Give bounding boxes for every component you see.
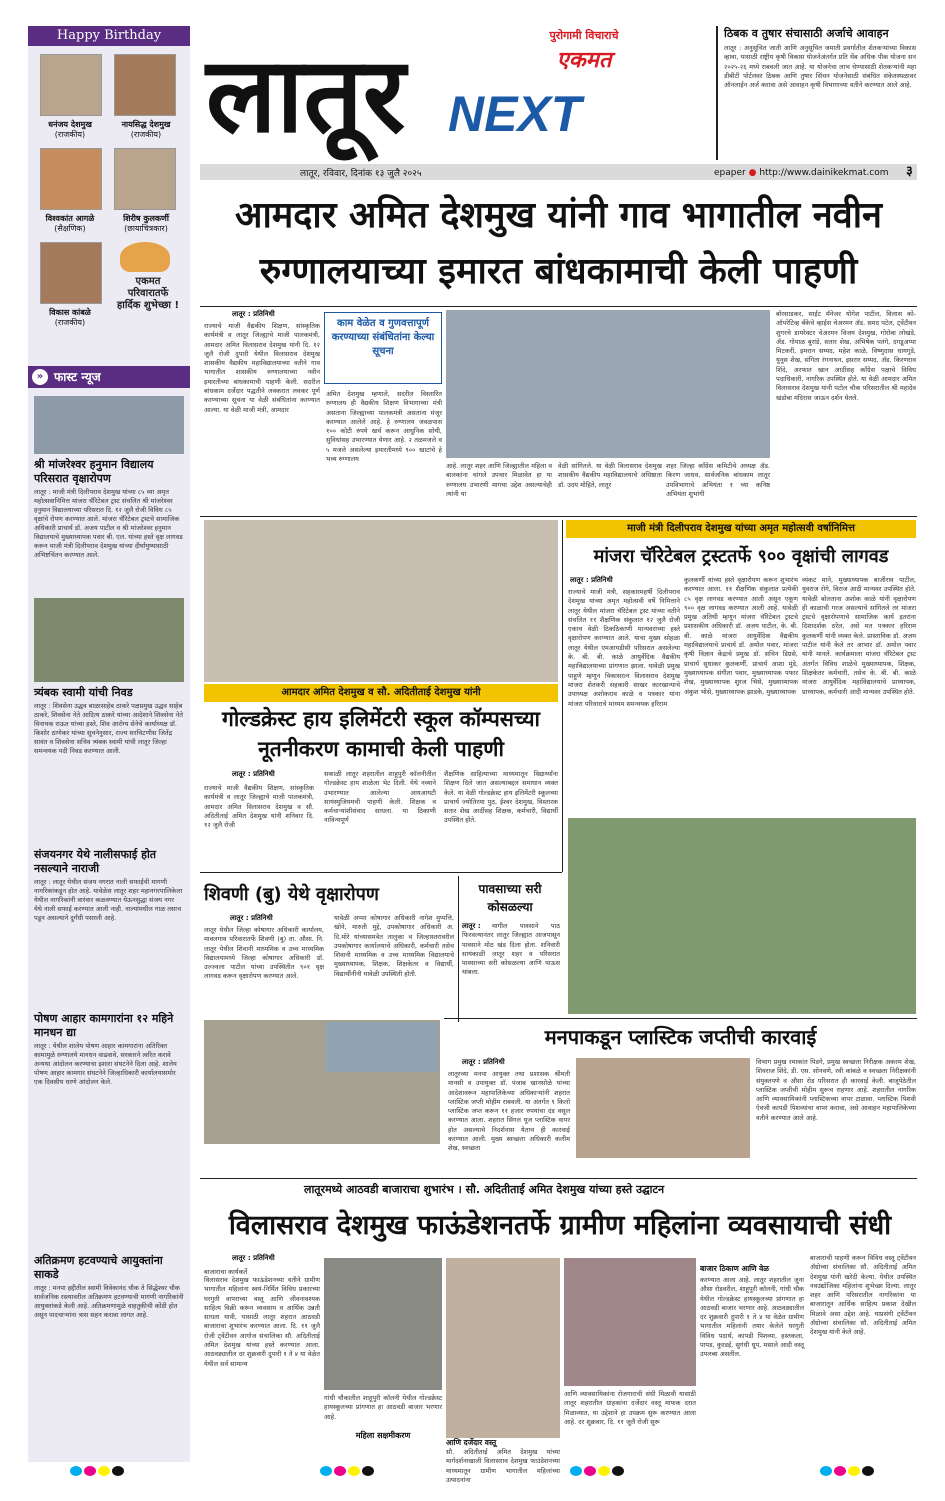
story-column: लातूर येथील जिल्हा कोषागार अधिकारी कार्यालय, मावलगाव परिवारातर्फे शिवणी (बु) ता. औसा. नि. लातूर येथील शिवानी माध्यमिक व उच्च माध्यमिक विद्यालयामध्ये जिल्हा कोषागार अधिकारी डॉ. उज्ज्वला पाटील यांच्या उपस्थितीत ९०१ वृक्ष लागवड करून वृक्षारोपण करण्यात आले. bbox=[204, 926, 324, 981]
news-body: लातूर : मनपा हद्दीतील स्वामी विवेकानंद चौक ते सिद्धेश्वर चौक सार्वजनिक रस्त्यावरील अतिक्रमण हटवण्याची मागणी नागरिकांनी आयुक्तांकडे केली आहे. अतिक्रमणामुळे वाहतुकीची कोंडी होत असून पादचाऱ्यांना त्रास सहन करावा लागत आहे. bbox=[34, 1284, 184, 1319]
birthday-header: Happy Birthday bbox=[28, 26, 190, 46]
rule bbox=[200, 306, 917, 307]
brand-logo: एकमत bbox=[556, 48, 612, 73]
left-sidebar bbox=[28, 26, 190, 1462]
magenta-dot bbox=[834, 1466, 846, 1476]
news-headline: पोषण आहार कामगारांना १२ महिने मानधन द्या bbox=[34, 1012, 174, 1039]
story-headline: शिवणी (बु) येथे वृक्षारोपण bbox=[204, 884, 379, 905]
cyan-dot bbox=[320, 1466, 332, 1476]
story-column: अमित देशमुख म्हणाले, सदरील विस्तारित रुग्णालय ही वैद्यकीय शिक्षण विभागाच्या मंत्री असताना जिल्ह्याच्या पालकमंत्री असताना मंजूर करण्यात आलेले आहे. हे रुग्णालय जवळपास १०० कोटी रुपये खर्च करून आधुनिक सोयी, सुविधांसह उभारण्यात येणार आहे. २ तळमजले व ५ मजले असलेल्या इमारतीमध्ये ९०० खाटांचे हे भव्य रुग्णालय bbox=[326, 390, 442, 464]
story-column: राज्याचे माजी वैद्यकीय शिक्षण, सांस्कृतिक कार्यमंत्री व लातूर जिल्ह्याचे माजी पालकमंत्री, आमदार अमित विलासराव देशमुख यांनी दि. १२ जुलै रोजी दुपारी येथील विलासराव देशमुख शासकीय वैद्यकीय महाविद्यालयाच्या वतीने गाव भागातील शासकीय रुग्णालयाच्या नवीन इमारतीच्या बांधकामाची पाहणी केली. सदरील बांधकाम दर्जेदार पद्धतीने लवकरात लवकर पूर्ण करण्याच्या सूचना या वेळी संबंधितांना करण्यात आल्या. या वेळी माजी मंत्री, आमदार bbox=[204, 322, 320, 414]
fast-news-header: » फास्ट न्यूज bbox=[28, 366, 190, 388]
story-photo bbox=[568, 818, 916, 1014]
yellow-dot bbox=[598, 1466, 610, 1476]
story-column: बाजाराचा कार्यकर्ते bbox=[204, 1268, 248, 1276]
subhead-box: काम वेळेत व गुणवत्तापूर्ण करण्याच्या संबंधितांना केल्या सूचना bbox=[324, 312, 442, 384]
story-headline: विलासराव देशमुख फाऊंडेशनतर्फे ग्रामीण महिलांना व्यवसायाची संधी bbox=[228, 1210, 892, 1241]
cyan-dot bbox=[570, 1466, 582, 1476]
story-headline: मनपाकडून प्लास्टिक जप्तीची कारवाई bbox=[544, 1025, 817, 1049]
person-caption: विश्वकांत आगळे (सैक्षणिक) bbox=[45, 214, 95, 233]
section-label: महिला सक्षमीकरण bbox=[355, 1431, 411, 1440]
story-column: गांधी चौकातील शाहूपुरी कॉलनी येथील गोल्डक्रेस्ट हायस्कूलच्या प्रांगणात हा आठवडी बाजार भरणार आहे. bbox=[324, 1394, 442, 1421]
byline: लातूर : प्रतिनिधी bbox=[232, 310, 275, 318]
story-column: बाजाराची पाहणी करून विविध वस्तू ट्वेंटीवन ॲग्रोच्या संचालिका सौ. अदितीताई अमित देशमुख यांनी खरेदी केल्या. येथील उपस्थित नवउद्योजिका महिलांना शुभेच्छा दिल्या. लातूर शहर आणि परिसरातील नागरिकांना या बाजारातून आर्थिक साहित्य प्रकाश देखील मिळावे असा उद्देश आहे. याप्रसंगी ट्वेंटीवन ॲग्रोच्या संचालिका सौ. अदितीताई अमित देशमुख यांनी केले आहे. bbox=[810, 1254, 916, 1337]
story-photo bbox=[576, 1058, 750, 1158]
brief-body: लातूर : अनुसूचित जाती आणि अनुसूचित जमाती प्रवर्गातील शेतकऱ्यांच्या विकास व्हावा, यासाठी राष्ट्रीय कृषी विकास योजनेअंतर्गत प्रति थेंब अधिक पीक योजना सन २०२५-२६ मध्ये राबवली जात आहे. या योजनेचा लाभ घेण्यासाठी शेतकऱ्यांनी महा डीबीटी पोर्टलवर ठिबक आणि तुषार सिंचन योजनेसाठी संबंधित संकेतस्थळावर ऑनलाईन अर्ज करावा असे आवाहन कृषी विभागाच्या वतीने करण्यात आले आहे. bbox=[724, 44, 916, 90]
byline: लातूर : bbox=[462, 922, 481, 930]
story-column: राज्याचे माजी वैद्यकीय शिक्षण, सांस्कृतिक कार्यमंत्री व लातूर जिल्ह्याचे माजी पालकमंत्री, आमदार अमित विलासराव देशमुख व सौ. अदितीताई अमित देशमुख यांनी शनिवार दि. १२ जुलै रोजी bbox=[204, 784, 314, 830]
story-headline: गोल्डक्रेस्ट हाय इलिमेंटरी स्कूल कॉम्पसच्या नूतनीकरण कामाची केली पाहणी bbox=[222, 707, 540, 761]
story-column: राज्याचे माजी मंत्री, सहकारमहर्षी दिलीपराव देशमुख यांच्या अमृत महोत्सवी वर्षे निमित्ताने लातूर येथील मांजरा चॅरिटेबल ट्रस्ट यांच्या वतीने संचलित ११ शैक्षणिक संकुलात १२ जुलै रोजी एकाच वेळी ठिकठिकाणी मान्यवरांच्या हस्ते वृक्षारोपण करण्यात आले. याचा मुख्य सोहळा लातूर येथील एमआयडीसी परिसरात असलेल्या के. बी. बी. काळे आयुर्वेदिक वैद्यकीय महाविद्यालयाच्या प्रांगणात झाला. यावेळी प्रमुख पाहुणे म्हणून विकासरत्न विलासराव देशमुख मांजरा शेतकरी सहकारी साखर कारखान्याचे उपाध्यक्ष अशोकराव काळे व पत्रकार यांना मांजरा परिवाराचे माध्यम समन्वयक हरिराम bbox=[568, 588, 680, 708]
news-headline: श्री मांजरेश्वर हनुमान विद्यालय परिसरात वृक्षारोपण bbox=[34, 458, 154, 485]
kicker-bar: आमदार अमित देशमुख व सौ. अदितीताई देशमुख यांनी bbox=[204, 684, 558, 702]
story-column: वेळी सांगितले. या वेळी विलासराव देशमुख शासकीय वैद्यकीय महाविद्यालयाचे अधिष्ठाता डॉ. उदय मोहिते, लातूर bbox=[558, 462, 662, 489]
wishes-text: एकमत परिवारातर्फे हार्दिक शुभेच्छा ! bbox=[116, 276, 180, 311]
masthead-title: लातूर bbox=[206, 33, 406, 156]
double-chevron-icon: » bbox=[32, 369, 48, 385]
story-column: करण्यात आला आहे. लातूर शहरातील जुना औसा रोडवरील, शाहूपुरी कॉलनी, गांधी चौक येथील गोल्डक्रेस्ट हायस्कूलच्या प्रांगणात हा आठवडी बाजार भरणार आहे. आठवड्यातील दर शुक्रवारी दुपारी १ ते ४ या वेळेत ग्रामीण भागातील महिलांनी तयार केलेले घरगुती विविध पदार्थ, कापडी पिशव्या, हस्तकला, पापड, कुरडई, सुगंधी धूप, मसाले आदी वस्तू उपलब्ध असतील. bbox=[700, 1276, 804, 1359]
byline: लातूर : प्रतिनिधी bbox=[232, 770, 275, 778]
rule bbox=[444, 1018, 917, 1019]
person-photo bbox=[114, 148, 176, 210]
masthead-divider bbox=[716, 26, 718, 160]
person-caption: शिरीष कुलकर्णी (छायाचित्रकार) bbox=[123, 214, 169, 233]
news-photo bbox=[34, 396, 184, 454]
news-headline: संजयनगर येथे नालीसफाई होत नसल्याने नाराजी bbox=[34, 848, 157, 875]
news-body: लातूर : माजी मंत्री दिलीपराव देशमुख यांच्या ८५ व्या अमृत महोत्सवानिमित्त मांजरा चॅरिटेबल ट्रस्ट संचलित श्री मांजरेश्वर हनुमान विद्यालयाच्या परिसरात दि. १२ जुलै रोजी विविध ८५ वृक्षांचे रोपण करण्यात आले. मांजरा चॅरिटेबल ट्रस्टचे सामाजिक अधिकारी प्राचार्य डॉ. अजय पाटील व श्री मांजरेश्वर हनुमान विद्यालयाचे मुख्याध्यापक पवार बी. एल. यांच्या हस्ते वृक्ष लागवड करून माजी मंत्री दिलीपराव देशमुख यांच्या दीर्घायुष्यासाठी अभिष्टचिंतन करण्यात आले. bbox=[34, 488, 183, 559]
black-dot bbox=[112, 1466, 124, 1476]
story-photo bbox=[446, 1258, 560, 1438]
dateline: लातूर, रविवार, दिनांक १३ जुलै २०२५ bbox=[300, 169, 422, 179]
news-headline: अतिक्रमण हटवण्याचे आयुक्तांना साकडे bbox=[34, 1254, 163, 1281]
story-headline: मांजरा चॅरिटेबल ट्रस्टतर्फे ९०० वृक्षांची लागवड bbox=[593, 546, 889, 567]
person-photo bbox=[40, 242, 102, 304]
byline: लातूर : प्रतिनिधी bbox=[230, 914, 273, 922]
news-body: लातूर : लातूर येथील संजय नगरात नाली सफाईची मागणी नागरिकांकडून होत आहे. यावेळेस लातूर शहर महानगरपालिकेला येथील नागरिकांनी वारंवार कळवण्यात येऊनसुद्धा संजय नगर येथे नाली सफाई करण्यात आली नाही. नाल्यांमधील गाळ तसाच पडून असल्याने दुर्गंधी पसरली आहे. bbox=[34, 878, 183, 922]
person-caption: धनंजय देशमुख (राजकीय) bbox=[48, 120, 92, 139]
rule bbox=[458, 876, 459, 1022]
story-column bbox=[700, 1254, 804, 1264]
black-dot bbox=[362, 1466, 374, 1476]
story-photo bbox=[564, 1258, 696, 1386]
yellow-dot bbox=[348, 1466, 360, 1476]
lead-headline: आमदार अमित देशमुख यांनी गाव भागातील नवीन रुग्णालयाच्या इमारत बांधकामाची केली पाहणी bbox=[234, 195, 883, 292]
epaper-link[interactable]: epaper ● http://www.dainikekmat.com bbox=[714, 168, 889, 178]
person-photo bbox=[114, 54, 176, 116]
story-column: शैक्षणिक साहित्याच्या माध्यमातून विद्यार्थ्यांना शिक्षण दिले जात असल्याबद्दल समाधान व्यक्त केले. या वेळी गोल्डक्रेस्ट हाय इलिमेंटरी स्कूलच्या प्राचार्य ज्योतिरमा पुठ, ईश्वर देशमुख, विस्तारक सतार शेख आदींसह शिक्षक, कर्मचारी, विद्यार्थी उपस्थित होते. bbox=[444, 770, 558, 825]
kicker-bar: लातूरमध्ये आठवडी बाजाराचा शुभारंभ । सौ. अदितीताई अमित देशमुख यांच्या हस्ते उद्घाटन bbox=[204, 1180, 916, 1200]
story-column: शहर जिल्हा काँग्रेस कमिटीचे अध्यक्ष ॲड. किरण जाधव, सार्वजनिक बांधकाम लातूर उपविभागाचे अभियंता १ च्या कनिष्ठ अभियंता शुभांगी bbox=[666, 462, 770, 498]
story-headline: पावसाच्या सरी कोसळल्या bbox=[478, 882, 542, 914]
sub-head: बाजार ठिकाण आणि वेळ bbox=[700, 1264, 769, 1273]
flower-bouquet-icon bbox=[120, 242, 170, 272]
sub-head: आणि दर्जेदार वस्तू bbox=[446, 1438, 497, 1447]
story-column: बोरसाडकर, साईट मॅनेजर योगेश पाटील, विलास को-ऑपरेटिव्ह बँकेचे व्हाईस चेअरमन ॲड. समद पटेल, ट्वेंटीवन शुगरचे डायरेक्टर चेअरमन विजय देशमुख, गोरोबा लोखंडे, ॲड. गोपाळ बुरांडे, सतार शेख, अभिषेक पतंगे, दगडूअप्पा मिटकरी, इमरान सय्यद, महेश काळे, विष्णुदास धायगुडे, युनूस शेख, संगिता रंगनाथन, इसरार सय्यद, ॲड. किरणराव शिंदे, अरफात खान आदींसह काँग्रेस पक्षाचे विविध पदाधिकारी, नागरिक उपस्थित होते. या वेळी आमदार अमित विलासराव देशमुख यांनी पटोल चौक परिसरातील श्री महादेव खंडोबा मंदिरास जाऊन दर्शन घेतले. bbox=[776, 310, 916, 402]
story-column: विभाग प्रमुख रमाकांत पिडगे, प्रमुख स्वच्छता निरीक्षक अकरम शेख, शिवराज शिंदे, डी. एस. सोनवणे, रवी कांबळे व स्वच्छता निरीक्षकांनी संयुक्तपणे व औसा रोड परिसरात ही कारवाई केली. बाजूपेठेतील प्लास्टिक जप्तीची मोहीम सुरूच राहणार आहे. शहरातील नागरिक आणि व्यावसायिकांनी प्लास्टिकच्या वापर टाळावा. प्लास्टिक पिशवी ऐवजी कापडी पिशव्यांचा वापर करावा, असे आवाहन महापालिकेच्या वतीने करण्यात आले आहे. bbox=[756, 1058, 916, 1122]
story-column: सकाळी लातूर शहरातील शाहूपुरी कॉलनीतील गोल्डक्रेस्ट हाय शाळेला भेट दिली. येथे नव्याने उभारण्यात आलेल्या आयआयटी सायंस्युजियमची पाहणी केली. शिक्षक व कर्मचाऱ्यांशीसंवाद साधला. या ठिकाणी नाविन्यपूर्ण bbox=[324, 770, 436, 825]
person-photo bbox=[40, 148, 102, 210]
story-photo bbox=[324, 1258, 442, 1390]
story-column: विलासराव देशमुख फाऊंडेशनच्या वतीने ग्रामीण भागातील महिलांना स्वयं-निर्मित विविध प्रकारच्या घरगुती वापराच्या वस्तू आणि जीवनावश्यक साहित्य विक्री करून व्यवसाय व आर्थिक उन्नती साधता यावी, यासाठी लातूर शहरात आठवडी बाजाराचा शुभारंभ करण्यात आला. दि. ११ जुलै रोजी ट्वेंटीवन आगोज संचालिका सौ. अदितीताई अमित देशमुख यांच्या हस्ते करण्यात आला. आठवड्यातील दर शुक्रवारी दुपारी १ ते ४ या वेळेत येथील सर्व सामान्य bbox=[204, 1276, 320, 1368]
news-headline: त्र्यंबक स्वामी यांची निवड bbox=[34, 686, 133, 699]
rule bbox=[200, 872, 562, 873]
brief-headline: ठिबक व तुषार संचासाठी अर्जाचे आवाहन bbox=[724, 27, 889, 40]
byline: लातूर : प्रतिनिधी bbox=[570, 576, 613, 584]
rule bbox=[200, 1178, 917, 1179]
person-caption: विकास कांबळे (राजकीय) bbox=[49, 308, 91, 327]
next-logo: NEXT bbox=[448, 86, 582, 142]
story-column: सौ. अदितीताई अमित देशमुख यांच्या मार्गदर्शनाखाली विलासराव देशमुख फाउंडेशनच्या माध्यमातून ग्रामीण भागातील महिलांच्या उत्पादनांना bbox=[446, 1448, 560, 1484]
yellow-dot bbox=[848, 1466, 860, 1476]
cyan-dot bbox=[820, 1466, 832, 1476]
rule bbox=[200, 516, 917, 517]
story-column: कुलकर्णी यांच्या हस्ते वृक्षारोपण करून शुभारंभ करण्यात आला. ११ शैक्षणिक संकुलात प्रत्येकी ८५ वृक्ष लागवड करण्यात आली असून एकूण ९०० वृक्ष लागवड करण्यात आली आहे. यावेळी प्रमुख अतिथी म्हणून मांजरा चॅरिटेबल ट्रस्टचे प्रशासकीय अधिकारी डॉ. अजय पाटील, के. बी. बी. काळे मांजरा आयुर्वेदिक वैद्यकीय महाविद्यालयाचे प्राचार्य डॉ. अमोल पवार, मांजरा कृषी विज्ञान केंद्राचे प्रमुख डॉ. सचिन डिग्रसे, प्राचार्य सुधाकर कुलकर्णी, प्राचार्य आशा मुंडे, मुख्याध्यापक संगीता पवार, मुख्याध्यापक पफार शेख, मुख्याध्यापक शुरज भिसे, मुख्याध्यापक अंकुश भोसे, मुख्याध्यापक झाडके, मुख्याध्यापक bbox=[684, 576, 798, 696]
rule bbox=[562, 520, 563, 872]
story-column: व्यंकट माने, मुख्याध्यापक बाजीराव पाटील, युवराज रोगे, विराज आदी मान्यवर उपस्थित होते. यावेळी बोलताना अशोक काळे यांनी वृक्षारोपण ही काळाची गरज असल्याचे सांगितले तर मांजरा ट्रस्टचे वृक्षारोपणाचे सामाजिक कार्य इतरांना दिशादर्शक ठरेल, असे मत पत्रकार हरिराम कुलकर्णी यांनी व्यक्त केले. प्रास्ताविक डॉ. अजय पाटील यांनी केले तर आभार डॉ. अमोल पवार यांनी मानले. कार्यक्रमाला मांजरा चॅरिटेबल ट्रस्ट अंतर्गत विविध शाळेचे मुख्याध्यापक, शिक्षक, शिक्षकेतर कर्मचारी, तसेच के. बी. बी. काळे मांजरा आयुर्वेदिक महाविद्यालयाचे प्राध्यापक, प्राध्यापक, कर्मचारी आदी मान्यवर उपस्थित होते. bbox=[802, 576, 916, 696]
magenta-dot bbox=[84, 1466, 96, 1476]
news-body: लातूर : शिवसेना उद्धव बाळासाहेब ठाकरे पक्षप्रमुख उद्धव साहेब ठाकरे, शिवसेना नेते आदित्य ठाकरे यांच्या आदेशाने शिवसेना नेते विनायक राऊत यांच्या हस्ते, शिव आरोग्य सेनेचे कार्याध्यक्ष डॉ. किशोर ठाणेकर यांच्या सूचनेनुसार, राज्य सरचिटणीस जितेंद्र सावंत व शिवसेना सचिव त्र्यंबक स्वामी यांची लातूर जिल्हा समन्वयक पदी निवड करण्यात आली. bbox=[34, 702, 183, 755]
story-column: लातूरच्या मनपा आयुक्त तथा प्रशासक श्रीमती मानसी व उपायुक्त डॉ. पंजाब खानसोळे यांच्या आदेशावरून महापालिकेच्या अधिकाऱ्यांनी शहरात प्लास्टिक जप्ती मोहीम राबवली. या अंतर्गत ९ किलो प्लास्टिक जप्त करून ११ हजार रुपयांचा दंड वसूल करण्यात आला. शहरात सिंगल यूज प्लास्टिक वापर होत असल्याचे निदर्शनास येताच ही कारवाई करण्यात आली. मुख्य स्वच्छता अधिकारी कलीम शेख, स्वच्छता bbox=[448, 1070, 570, 1153]
color-registration-bar bbox=[70, 1466, 880, 1480]
person-caption: नायसिद्ध देशमुख (राजकीय) bbox=[121, 120, 171, 139]
story-column: आणि व्यावसायिकांना रोजगाराची संधी मिळावी यासाठी लातूर शहरातील ग्राहकांना दर्जेदार वस्तू माफक दरात मिळाव्यात, या उद्देशाने हा उपक्रम सुरू करण्यात आला आहे. दर शुक्रवार, दि. ११ जुलै रोजी सुरू bbox=[564, 1390, 696, 1426]
byline: लातूर : प्रतिनिधी bbox=[232, 1254, 275, 1262]
news-photo bbox=[34, 598, 184, 682]
black-dot bbox=[862, 1466, 874, 1476]
page-number: ३ bbox=[906, 164, 913, 179]
cyan-dot bbox=[70, 1466, 82, 1476]
kicker-bar: माजी मंत्री दिलीपराव देशमुख यांच्या अमृत महोत्सवी वर्षानिमित्त bbox=[566, 520, 916, 538]
story-column: मागील पावसाने पाठ फिरवल्यानंतर लातूर जिल्ह्यात आजपासून पावसाने मोठ खंड दिला होता. शनिवारी सायंकाळी लातूर शहर व परिसरात पावसाच्या सरी कोसळल्या आणि पाऊस थांबला. bbox=[462, 922, 560, 977]
person-photo bbox=[40, 54, 102, 116]
news-body: लातूर : येथील शालेय पोषण आहार कामगारांना अतिरिक्त कामामुळे रुग्णालये मानधन वाढवावे, सरकारने त्वरित करावे अन्यथा आंदोलन करण्याचा इशारा संघटनेने दिला आहे. शालेय पोषण आहार कामगार संघटनेने जिल्हाधिकारी कार्यालयासमोर एक दिवसीय धरणे आंदोलन केले. bbox=[34, 1042, 177, 1086]
magenta-dot bbox=[334, 1466, 346, 1476]
magenta-dot bbox=[584, 1466, 596, 1476]
story-photo bbox=[446, 310, 770, 458]
story-column: आहे. लातूर शहर आणि जिल्ह्यातील महिला व बालकांना चांगले उपचार मिळावेत हा या रुग्णालय उभारणी मागचा उद्देश असल्याचेही त्यांनी या bbox=[446, 462, 552, 498]
black-dot bbox=[612, 1466, 624, 1476]
masthead-tagline: पुरोगामी विचाराचे bbox=[549, 29, 619, 42]
byline: लातूर : प्रतिनिधी bbox=[462, 1058, 505, 1066]
story-photo bbox=[204, 520, 558, 682]
yellow-dot bbox=[98, 1466, 110, 1476]
story-column: यावेळी अप्पर कोषागार अधिकारी नागेश मुप्पत्ति, खोने, मारुती मुद्दे, उपकोषागार अधिकारी अ. दि.मोरे यांच्यासमवेत तालुका व जिल्हास्तरावरील उपकोषागार कार्यालयाचे अधिकारी, कर्मचारी तसेच शिवानी माध्यमिक व उच्च माध्यमिक विद्यालयाचे मुख्याध्यापक, शिक्षक, शिक्षकेतर व विद्यार्थी, विद्यार्थीनींनी यावेळी उपस्थिती होती. bbox=[334, 914, 454, 978]
story-photo bbox=[326, 1022, 438, 1072]
